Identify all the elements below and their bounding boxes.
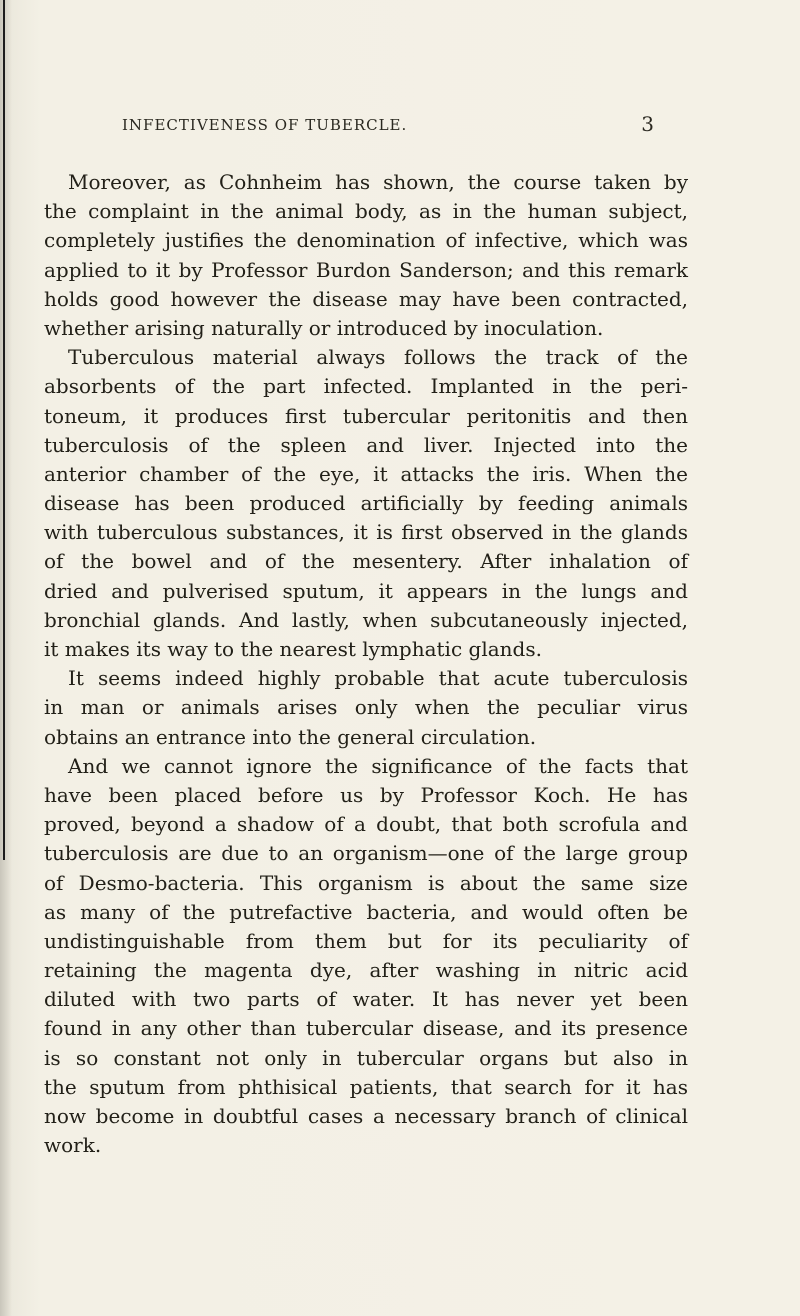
text-line: applied to it by Professor Burdon Sanderson; and this remark	[44, 257, 688, 282]
text-line: tuberculosis of the spleen and liver. Injected into the	[44, 432, 688, 457]
body-text	[44, 168, 688, 1160]
text-line: disease has been produced artificially by feeding animals	[44, 491, 688, 516]
binding-edge-line	[3, 0, 5, 860]
text-line: holds good however the disease may have been contracted,	[44, 286, 688, 311]
binding-gutter-shadow	[0, 0, 12, 1316]
text-line: anterior chamber of the eye, it attacks the iris. When the	[44, 461, 688, 486]
text-line: in man or animals arises only when the peculiar virus	[44, 695, 688, 720]
text-line: completely justifies the denomination of infective, which was	[44, 228, 688, 253]
text-line: absorbents of the part infected. Implanted in the peri-	[44, 374, 688, 399]
running-head: INFECTIVENESS OF TUBERCLE.	[122, 116, 408, 134]
text-line: dried and pulverised sputum, it appears in the lungs and	[44, 578, 688, 603]
text-line: the complaint in the animal body, as in the human subject,	[44, 199, 688, 224]
text-line: is so constant not only in tubercular organs but also in	[44, 1045, 688, 1070]
text-line: found in any other than tubercular disease, and its presence	[44, 1016, 688, 1041]
text-line: undistinguishable from them but for its peculiarity of	[44, 928, 688, 953]
text-line: It seems indeed highly probable that acute tuberculosis	[68, 666, 688, 691]
text-line: Tuberculous material always follows the track of the	[68, 345, 688, 370]
text-line: toneum, it produces first tubercular peritonitis and then	[44, 403, 688, 428]
text-line: Moreover, as Cohnheim has shown, the course taken by	[68, 170, 688, 194]
text-line: bronchial glands. And lastly, when subcutaneously injected,	[44, 607, 688, 632]
page-number: 3	[641, 112, 654, 136]
text-line: diluted with two parts of water. It has never yet been	[44, 987, 688, 1012]
text-line: as many of the putrefactive bacteria, and would often be	[44, 899, 688, 924]
text-line: of Desmo-bacteria. This organism is about the same size	[44, 870, 688, 895]
text-line: it makes its way to the nearest lymphatic glands.	[44, 637, 542, 661]
text-line: whether arising naturally or introduced by inoculation.	[44, 315, 604, 340]
text-line: retaining the magenta dye, after washing in nitric acid	[44, 958, 688, 983]
text-line: the sputum from phthisical patients, that search for it has	[44, 1074, 688, 1099]
page-header	[122, 112, 654, 140]
text-line: with tuberculous substances, it is first observed in the glands	[44, 520, 688, 545]
text-line: And we cannot ignore the significance of the facts that	[68, 753, 688, 778]
text-line: obtains an entrance into the general circulation.	[44, 724, 537, 749]
text-line: tuberculosis are due to an organism—one of the large group	[44, 841, 688, 866]
text-line: now become in doubtful cases a necessary branch of clinical	[44, 1104, 688, 1128]
text-line: proved, beyond a shadow of a doubt, that both scrofula and	[44, 812, 688, 837]
text-line: of the bowel and of the mesentery. After inhalation of	[44, 549, 688, 574]
text-line: have been placed before us by Professor Koch. He has	[44, 782, 688, 807]
text-line: work.	[44, 1133, 102, 1158]
